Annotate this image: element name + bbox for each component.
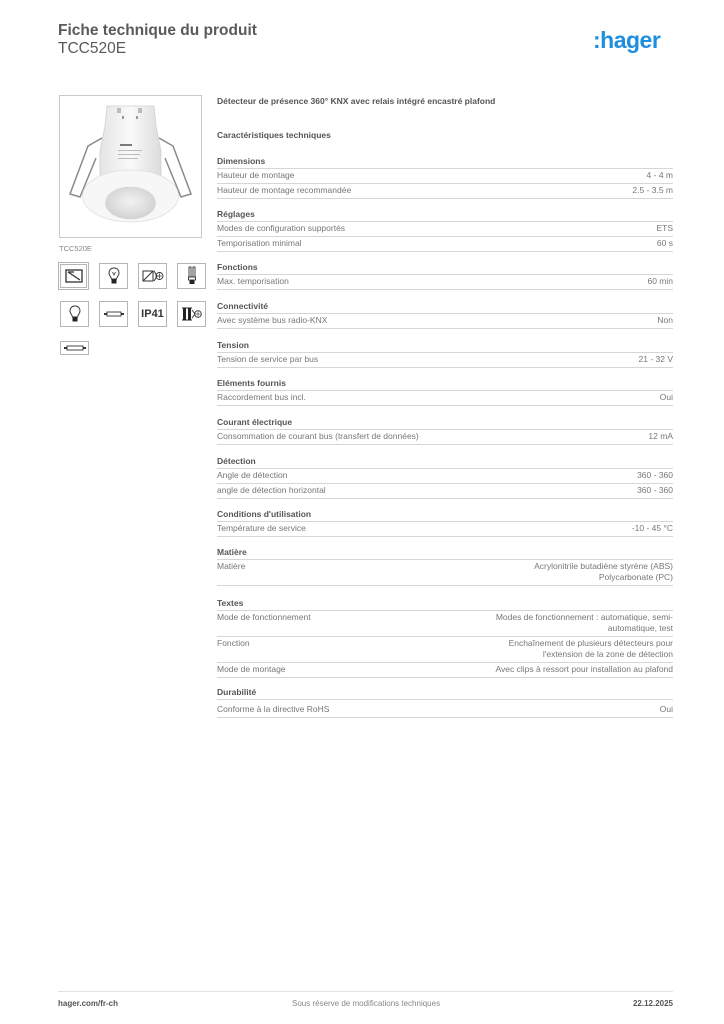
spec-label: angle de détection horizontal [217,485,326,495]
spec-value-line: automatique, test [607,623,673,633]
spec-label: Tension de service par bus [217,354,319,364]
footer-website: hager.com/fr-ch [58,999,119,1008]
spec-section-dimensions [217,155,673,199]
spec-value: 4 - 4 m [646,170,673,180]
spec-value-line: Acrylonitrile butadiène styrène (ABS) [534,561,673,571]
product-image [59,95,202,238]
spec-label: Mode de montage [217,664,286,674]
section-title: Fonctions [217,261,673,275]
fluorescent-tube-ballast-icon [60,341,89,355]
spec-section-material [217,546,673,586]
section-title: Matière [217,546,673,560]
footer-disclaimer: Sous réserve de modifications techniques [292,999,441,1008]
ip-rating-label: IP41 [141,308,164,320]
spec-row [217,611,673,637]
footer-date: 22.12.2025 [632,999,673,1008]
spec-value: ETS [656,223,673,233]
section-title: Conditions d'utilisation [217,508,673,522]
spec-row [217,275,673,290]
spec-row [217,237,673,252]
spec-value: 60 s [656,238,673,248]
incandescent-bulb-icon [60,301,89,327]
spec-value: 12 mA [648,431,673,441]
product-image-caption: TCC520E [59,244,92,253]
spec-row [217,484,673,499]
spec-row [217,430,673,445]
section-title: Détection [217,455,673,469]
spec-label: Consommation de courant bus (transfert de données) [217,431,419,441]
fluorescent-tube-icon [99,301,128,327]
spec-row [217,663,673,678]
spec-section-settings [217,208,673,252]
spec-label: Temporisation minimal [217,238,302,248]
spec-value: 360 - 360 [637,470,673,480]
section-title: Tension [217,339,673,353]
spec-value: 60 min [647,276,673,286]
footer-divider [58,991,673,992]
ferromagnetic-transformer-icon [177,301,206,327]
product-description: Détecteur de présence 360° KNX avec relais intégré encastré plafond [217,96,496,106]
bulb-halogen-icon [99,263,128,289]
spec-label: Raccordement bus incl. [217,392,306,402]
section-title: Connectivité [217,300,673,314]
spec-value: 360 - 360 [637,485,673,495]
spec-section-sustainability [217,686,673,718]
spec-value: Oui [659,704,673,714]
spec-value [534,561,673,583]
spec-label: Angle de détection [217,470,288,480]
section-title: Eléments fournis [217,377,673,391]
spec-row [217,703,673,718]
spec-section-functions [217,261,673,290]
spec-value: 21 - 32 V [638,354,673,364]
spec-value-line: Polycarbonate (PC) [598,572,673,582]
spec-label: Max. temporisation [217,276,289,286]
spec-value-line: Modes de fonctionnement : automatique, semi- [495,612,673,622]
spec-label: Hauteur de montage recommandée [217,185,352,195]
spec-value [509,638,673,660]
spec-section-operating-conditions [217,508,673,537]
presence-detector-illustration [60,96,201,237]
electronic-transformer-icon [138,263,167,289]
spec-row [217,637,673,663]
spec-row [217,391,673,406]
spec-section-current [217,416,673,445]
spec-row [217,560,673,586]
spec-label: Fonction [217,638,250,648]
section-title: Durabilité [217,686,673,700]
spec-label: Modes de configuration supportés [217,223,346,233]
spec-value: Avec clips à ressort pour installation au plafond [495,664,673,674]
spec-value: Non [657,315,673,325]
spec-value [496,612,673,634]
spec-row [217,522,673,537]
spec-value: 2.5 - 3.5 m [632,185,673,195]
ip-rating-icon [138,301,167,327]
switch-box-icon [60,264,87,288]
spec-label: Température de service [217,523,306,533]
technical-characteristics-heading: Caractéristiques techniques [217,130,331,140]
spec-section-detection [217,455,673,499]
hager-logo: :hager [593,27,661,53]
section-title: Dimensions [217,155,673,169]
spec-row [217,469,673,484]
section-title: Textes [217,597,673,611]
spec-value-line: Enchaînement de plusieurs détecteurs pour [508,638,673,648]
spec-value: Oui [659,392,673,402]
spec-value-line: l'extension de la zone de détection [542,649,673,659]
spec-label: Mode de fonctionnement [217,612,311,622]
spec-section-connectivity [217,300,673,329]
section-title: Réglages [217,208,673,222]
spec-row [217,353,673,368]
spec-label: Matière [217,561,246,571]
spec-label: Hauteur de montage [217,170,295,180]
spec-row [217,184,673,199]
spec-row [217,169,673,184]
spec-row [217,314,673,329]
spec-section-supplied-items [217,377,673,406]
spec-value: -10 - 45 °C [631,523,673,533]
product-reference: TCC520E [58,40,127,57]
document-title: Fiche technique du produit [58,22,257,39]
spec-row [217,222,673,237]
section-title: Courant électrique [217,416,673,430]
spec-section-voltage [217,339,673,368]
spec-section-texts [217,597,673,678]
compact-fluorescent-icon [177,263,206,289]
spec-label: Conforme à la directive RoHS [217,704,330,714]
spec-label: Avec système bus radio-KNX [217,315,328,325]
document-header [58,21,257,58]
